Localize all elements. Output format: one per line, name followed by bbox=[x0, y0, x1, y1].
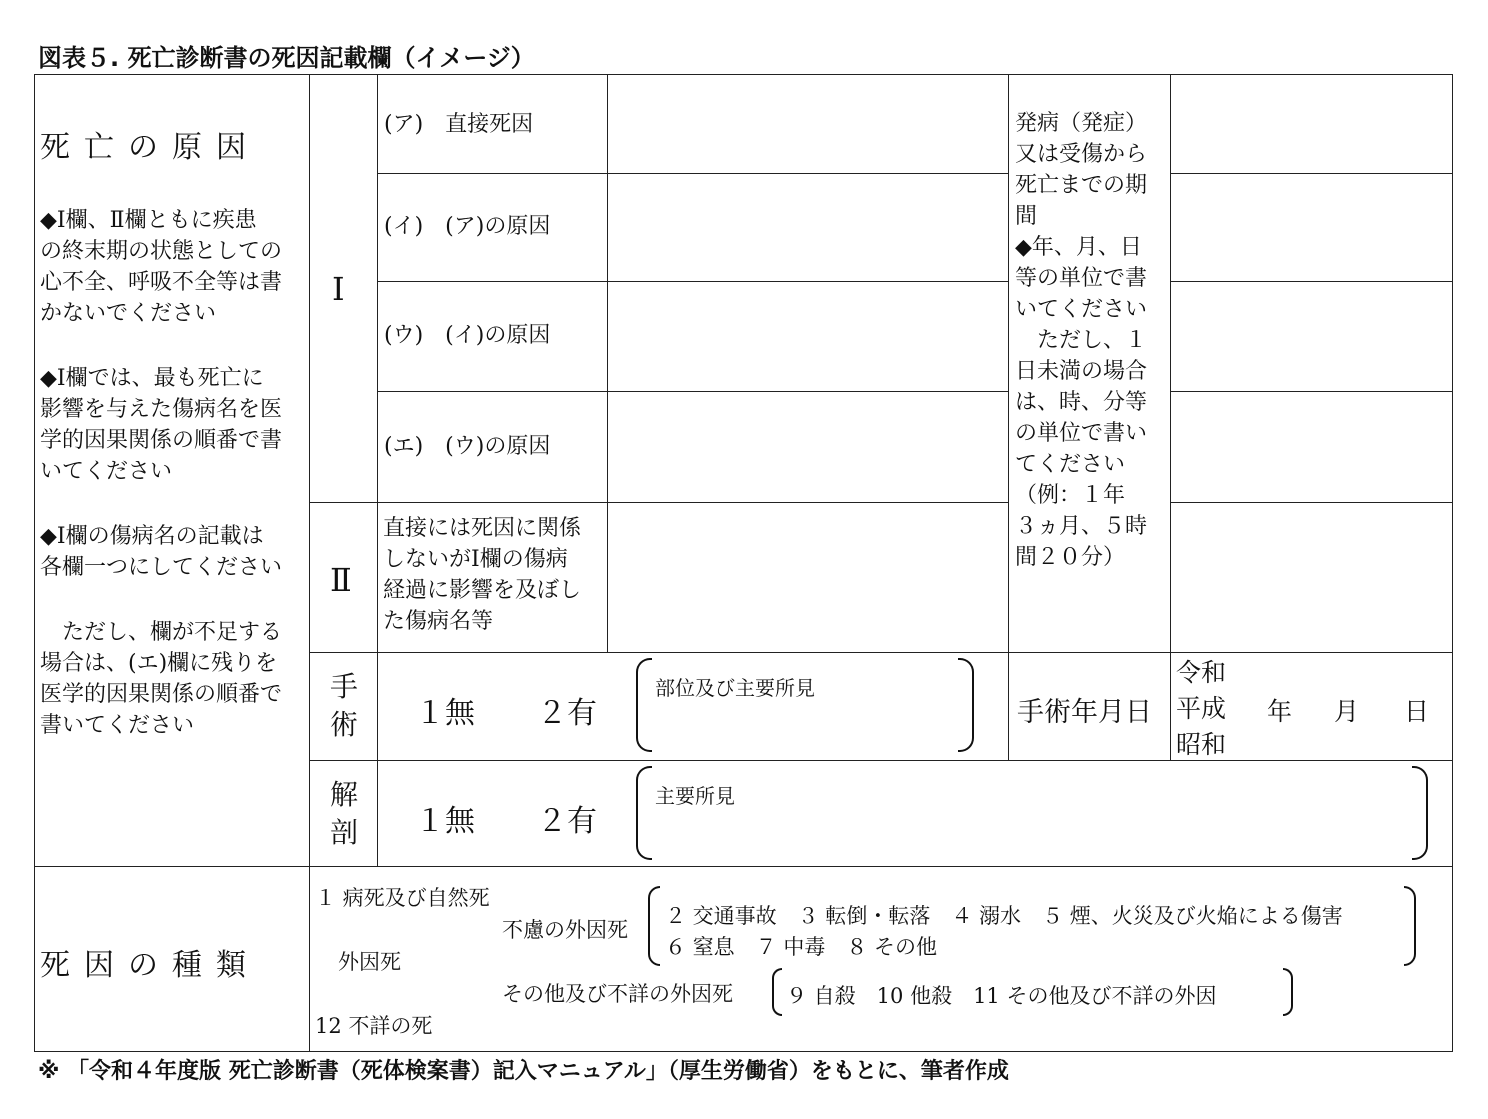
section-2-line: しないがⅠ欄の傷病 bbox=[383, 547, 568, 572]
period-line: 等の単位で書 bbox=[1015, 266, 1148, 291]
cause-row-u-label: (ウ) (イ)の原因 bbox=[384, 323, 551, 348]
period-line: ◆年、月、日 bbox=[1015, 235, 1142, 260]
autopsy-option-none[interactable]: １無 bbox=[415, 804, 475, 839]
era-option[interactable]: 平成 bbox=[1176, 694, 1227, 723]
section-2-label: Ⅱ bbox=[330, 561, 352, 599]
note-line: いてください bbox=[40, 459, 173, 484]
autopsy-option-yes[interactable]: ２有 bbox=[537, 804, 597, 839]
other-external-label: その他及び不詳の外因死 bbox=[502, 982, 733, 1006]
period-line: 間 bbox=[1015, 204, 1038, 229]
onset-period-instructions bbox=[1015, 108, 1147, 573]
cause-notes bbox=[40, 205, 282, 741]
right-brace-icon bbox=[1412, 766, 1428, 860]
death-type-natural[interactable]: １ 病死及び自然死 bbox=[315, 886, 490, 910]
note-line: 場合は、(エ)欄に残りを bbox=[40, 651, 278, 676]
surgery-era-list bbox=[1176, 655, 1226, 763]
period-line: （例：１年 bbox=[1015, 483, 1126, 508]
section-2-line: 直接には死因に関係 bbox=[383, 516, 582, 541]
period-line: ただし、１ bbox=[1015, 328, 1148, 353]
right-brace-icon bbox=[1404, 886, 1416, 966]
other-external-items[interactable]: ９ 自殺 10 他殺 11 その他及び不詳の外因 bbox=[786, 984, 1217, 1008]
note-line: ただし、欄が不足する bbox=[40, 620, 283, 645]
accidental-label: 不慮の外因死 bbox=[502, 918, 628, 942]
era-option[interactable]: 昭和 bbox=[1176, 730, 1227, 759]
period-line: 又は受傷から bbox=[1015, 142, 1148, 167]
period-line: 発病（発症） bbox=[1015, 111, 1148, 136]
figure-title: 図表５. 死亡診断書の死因記載欄（イメージ） bbox=[38, 44, 535, 72]
cause-row-e-label: (エ) (ウ)の原因 bbox=[384, 434, 551, 459]
right-brace-icon bbox=[958, 658, 974, 752]
autopsy-label: 解 剖 bbox=[330, 778, 359, 849]
surgery-detail-label: 部位及び主要所見 bbox=[655, 676, 815, 700]
note-line: かないでください bbox=[40, 301, 217, 326]
surgery-option-none[interactable]: １無 bbox=[415, 696, 475, 731]
accidental-items-line2[interactable]: ６ 窒息 ７ 中毒 ８ その他 bbox=[665, 935, 938, 959]
surgery-label: 手 術 bbox=[330, 670, 359, 741]
section-2-line: た傷病名等 bbox=[383, 609, 494, 634]
left-brace-icon bbox=[772, 968, 782, 1016]
note-line: 学的因果関係の順番で書 bbox=[40, 428, 283, 453]
note-line: 書いてください bbox=[40, 713, 195, 738]
note-line: 各欄一つにしてください bbox=[40, 555, 283, 580]
period-line: の単位で書い bbox=[1015, 421, 1148, 446]
period-line: いてください bbox=[1015, 297, 1148, 322]
death-type-external: 外因死 bbox=[338, 950, 401, 974]
surgery-year-unit: 年 bbox=[1267, 697, 1293, 726]
section-2-line: 経過に影響を及ぼし bbox=[383, 578, 582, 603]
left-brace-icon bbox=[648, 886, 660, 966]
cause-row-a-label: (ア) 直接死因 bbox=[384, 112, 534, 137]
footnote: ※ 「令和４年度版 死亡診断書（死体検案書）記入マニュアル」（厚生労働省）をもとに、筆者作成 bbox=[38, 1059, 1009, 1084]
note-line: 医学的因果関係の順番で bbox=[40, 682, 283, 707]
section-2-description bbox=[383, 513, 581, 637]
note-line: ◆Ⅰ欄、Ⅱ欄ともに疾患 bbox=[40, 208, 257, 233]
left-brace-icon bbox=[636, 658, 652, 752]
period-line: てください bbox=[1015, 452, 1126, 477]
note-line: 心不全、呼吸不全等は書 bbox=[40, 270, 283, 295]
period-line: 間２０分） bbox=[1015, 545, 1126, 570]
surgery-day-unit: 日 bbox=[1404, 697, 1430, 726]
right-brace-icon bbox=[1283, 968, 1293, 1016]
surgery-option-yes[interactable]: ２有 bbox=[537, 696, 597, 731]
cause-row-i-label: (イ) (ア)の原因 bbox=[384, 214, 551, 239]
note-line: ◆Ⅰ欄の傷病名の記載は bbox=[40, 524, 264, 549]
accidental-items-line1[interactable]: ２ 交通事故 ３ 転倒・転落 ４ 溺水 ５ 煙、火災及び火焔による傷害 bbox=[665, 904, 1343, 928]
period-line: は、時、分等 bbox=[1015, 390, 1148, 415]
note-line: の終末期の状態としての bbox=[40, 239, 283, 264]
death-type-heading: 死因の種類 bbox=[40, 948, 260, 983]
surgery-date-label: 手術年月日 bbox=[1017, 697, 1152, 728]
period-line: 死亡までの期 bbox=[1015, 173, 1148, 198]
surgery-month-unit: 月 bbox=[1334, 697, 1360, 726]
period-line: 日未満の場合 bbox=[1015, 359, 1148, 384]
section-1-label: Ⅰ bbox=[332, 270, 345, 308]
note-line: 影響を与えた傷病名を医 bbox=[40, 397, 283, 422]
autopsy-detail-label: 主要所見 bbox=[655, 784, 735, 808]
cause-heading: 死亡の原因 bbox=[40, 130, 260, 165]
death-type-unknown[interactable]: 12 不詳の死 bbox=[315, 1014, 433, 1038]
note-line: ◆Ⅰ欄では、最も死亡に bbox=[40, 366, 264, 391]
period-line: ３ヵ月、５時 bbox=[1015, 514, 1148, 539]
era-option[interactable]: 令和 bbox=[1176, 658, 1227, 687]
left-brace-icon bbox=[636, 766, 652, 860]
